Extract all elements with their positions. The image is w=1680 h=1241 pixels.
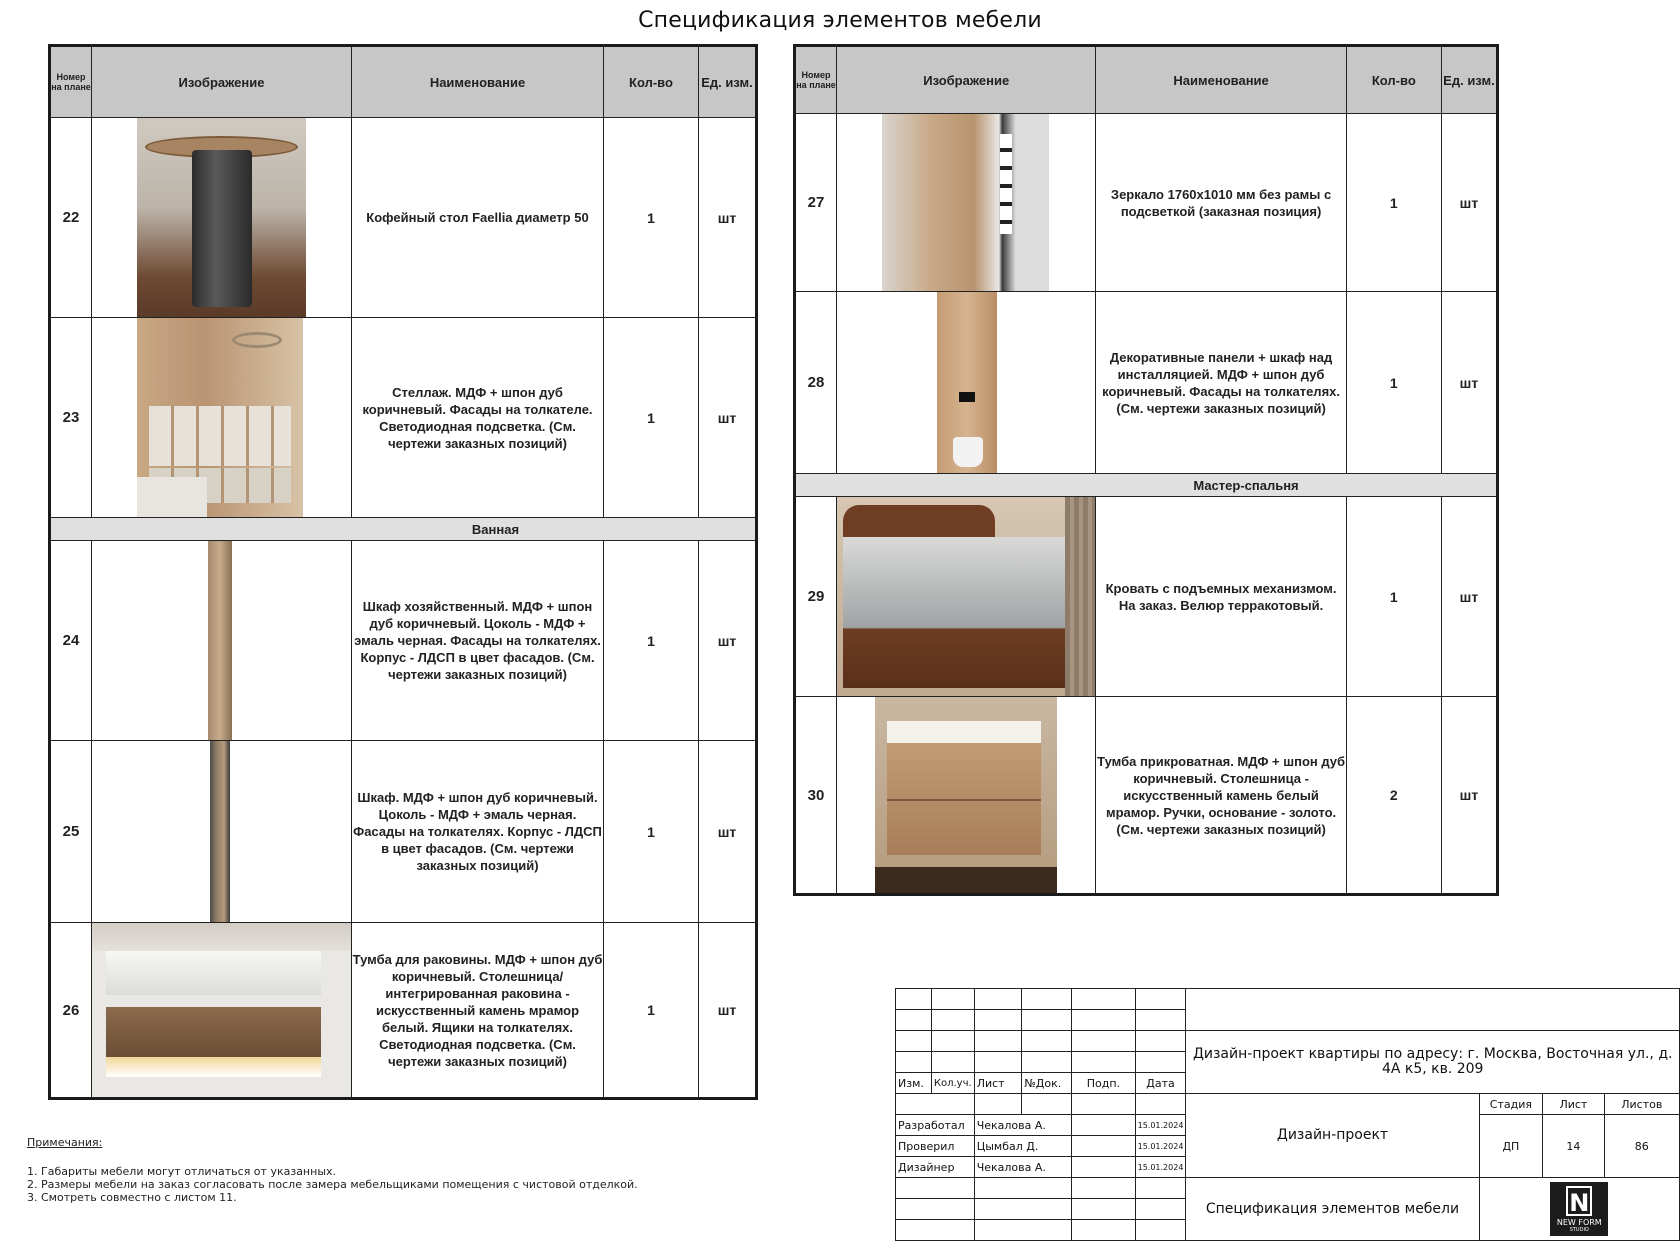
table-row [50,318,757,518]
coffee-table-photo [92,118,352,318]
row-num: 26 [50,923,92,1099]
project-title: Дизайн-проект квартиры по адресу: г. Москва, Восточная ул., д. 4А к5, кв. 209 [1186,1031,1680,1094]
row-name: Декоративные панели + шкаф над инсталляцией. МДФ + шпон дуб коричневый. Фасады на толкателях. (См. чертежи заказных позиций) [1096,292,1346,474]
header-qty: Кол-во [1346,46,1441,114]
header-image: Изображение [92,46,352,118]
row-name: Зеркало 1760х1010 мм без рамы с подсветкой (заказная позиция) [1096,114,1346,292]
note-item: 1. Габариты мебели могут отличаться от указанных. [27,1165,337,1178]
row-num: 23 [50,318,92,518]
sign-date: 15.01.2024 [1135,1157,1186,1178]
row-name: Шкаф. МДФ + шпон дуб коричневый. Цоколь - МДФ + эмаль черная. Фасады на толкателях. Корпус - ЛДСП в цвет фасадов. (См. чертежи заказных позиций) [352,741,604,923]
stamp-col-data: Дата [1135,1073,1186,1094]
header-unit: Ед. изм. [699,46,757,118]
note-item: 2. Размеры мебели на заказ согласовать после замера мебельщиками помещения с чистовой отделкой. [27,1178,638,1191]
row-num: 28 [795,292,837,474]
stamp-col-podp: Подп. [1072,1073,1135,1094]
table-row [795,697,1498,895]
header-name: Наименование [1096,46,1346,114]
person-name: Цымбал Д. [974,1136,1071,1157]
row-qty: 1 [604,741,699,923]
row-qty: 1 [604,118,699,318]
stage-header: Стадия [1479,1094,1543,1115]
stamp-col-list: Лист [974,1073,1022,1094]
row-name: Тумба для раковины. МДФ + шпон дуб коричневый. Столешница/интегрированная раковина - искусственный камень мрамор белый. Ящики на толкателях. Светодиодная подсветка. (См. чертежи заказных позиций) [352,923,604,1099]
table-row [50,541,757,741]
row-name: Стеллаж. МДФ + шпон дуб коричневый. Фасады на толкателе. Светодиодная подсветка. (См. чертежи заказных позиций) [352,318,604,518]
row-name: Шкаф хозяйственный. МДФ + шпон дуб коричневый. Цоколь - МДФ + эмаль черная. Фасады на толкателях. Корпус - ЛДСП в цвет фасадов. (См. чертежи заказных позиций) [352,541,604,741]
spec-table-left [48,44,758,1100]
title-block [895,988,1680,1241]
mirror-photo [837,114,1096,292]
row-num: 30 [795,697,837,895]
sheet-value: 14 [1543,1115,1604,1178]
wardrobe-photo [92,741,352,923]
stamp-col-izm: Изм. [896,1073,932,1094]
table-row [50,741,757,923]
logo-sub: STUDIO [1569,1227,1589,1233]
row-qty: 1 [1346,292,1441,474]
header-name: Наименование [352,46,604,118]
header-num: Номер на плане [50,46,92,118]
row-qty: 2 [1346,697,1441,895]
sheet-header: Лист [1543,1094,1604,1115]
sign-date: 15.01.2024 [1135,1136,1186,1157]
stamp-col-ndok: №Док. [1022,1073,1072,1094]
row-unit: шт [699,118,757,318]
row-unit: шт [1441,497,1497,697]
note-item: 3. Смотреть совместно с листом 11. [27,1191,237,1204]
role-label: Разработал [896,1115,975,1136]
row-num: 27 [795,114,837,292]
spec-table-right [793,44,1499,896]
row-name: Кровать с подъемных механизмом. На заказ. Велюр терракотовый. [1096,497,1346,697]
stamp-col-koluch: Кол.уч. [931,1073,974,1094]
studio-logo [1550,1182,1608,1236]
row-unit: шт [1441,292,1497,474]
notes-title: Примечания: [27,1136,103,1149]
sheets-value: 86 [1604,1115,1679,1178]
row-unit: шт [699,741,757,923]
notes [27,1136,638,1204]
sheet-title: Спецификация элементов мебели [1186,1178,1479,1241]
table-row [795,114,1498,292]
row-num: 29 [795,497,837,697]
page-title: Спецификация элементов мебели [638,8,1042,33]
shelving-photo [92,318,352,518]
section-row [795,474,1498,497]
stage-value: ДП [1479,1115,1543,1178]
row-unit: шт [699,318,757,518]
row-unit: шт [699,923,757,1099]
row-qty: 1 [604,923,699,1099]
header-unit: Ед. изм. [1441,46,1497,114]
header-num: Номер на плане [795,46,837,114]
logo-brand: NEW FORM [1556,1218,1602,1227]
doc-type: Дизайн-проект [1186,1094,1479,1178]
row-num: 24 [50,541,92,741]
logo-mark-icon: N [1566,1186,1592,1216]
header-qty: Кол-во [604,46,699,118]
table-row [50,118,757,318]
nightstand-photo [837,697,1096,895]
person-name: Чекалова А. [974,1115,1071,1136]
row-name: Кофейный стол Faellia диаметр 50 [352,118,604,318]
section-label: Мастер-спальня [795,474,1498,497]
row-qty: 1 [604,541,699,741]
row-qty: 1 [1346,114,1441,292]
sink-cabinet-photo [92,923,352,1099]
person-name: Чекалова А. [974,1157,1071,1178]
row-unit: шт [1441,697,1497,895]
sign-date: 15.01.2024 [1135,1115,1186,1136]
row-unit: шт [699,541,757,741]
row-unit: шт [1441,114,1497,292]
section-label: Ванная [50,518,757,541]
row-num: 25 [50,741,92,923]
role-label: Проверил [896,1136,975,1157]
utility-cabinet-photo [92,541,352,741]
sheets-header: Листов [1604,1094,1679,1115]
row-num: 22 [50,118,92,318]
table-row [50,923,757,1099]
decor-panels-photo [837,292,1096,474]
header-image: Изображение [837,46,1096,114]
row-qty: 1 [1346,497,1441,697]
row-qty: 1 [604,318,699,518]
row-name: Тумба прикроватная. МДФ + шпон дуб коричневый. Столешница - искусственный камень белый мрамор. Ручки, основание - золото. (См. чертежи заказных позиций) [1096,697,1346,895]
section-row [50,518,757,541]
bed-photo [837,497,1096,697]
table-row [795,292,1498,474]
table-row [795,497,1498,697]
role-label: Дизайнер [896,1157,975,1178]
